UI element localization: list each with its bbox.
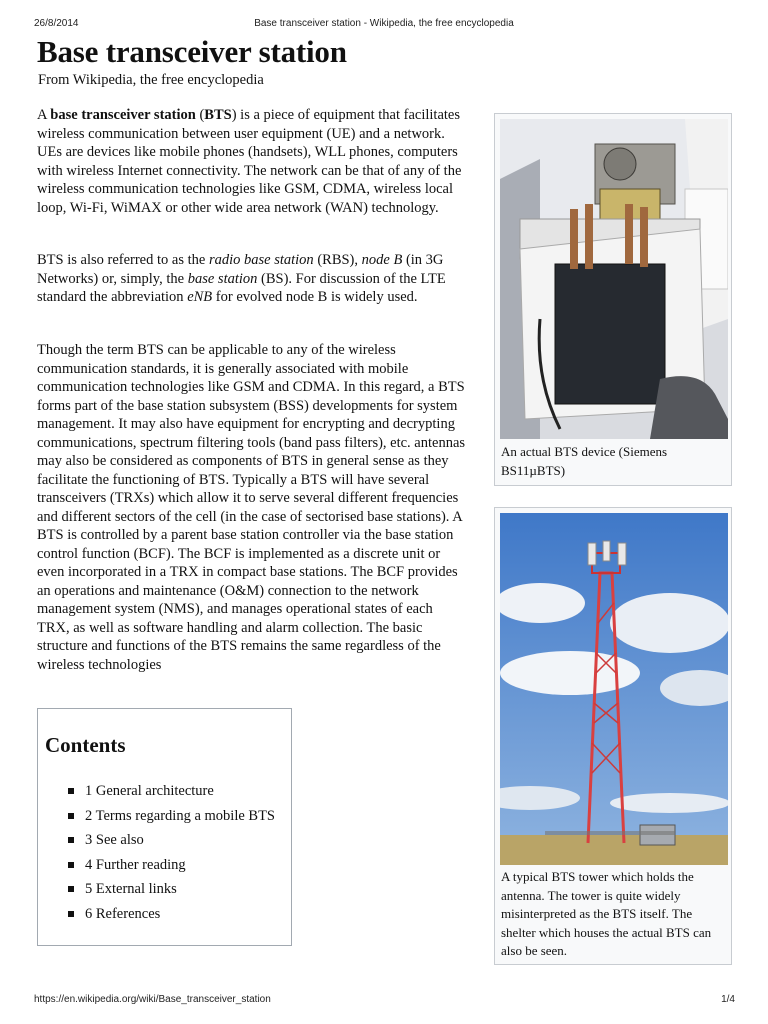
text: (BS). For discussion of the LTE standard the abbreviation [37, 270, 446, 305]
bullet-icon [68, 837, 74, 843]
alias-paragraph [37, 251, 467, 307]
toc-item[interactable] [38, 807, 293, 832]
toc-link[interactable]: 3 See also [85, 832, 144, 848]
bullet-icon [68, 813, 74, 819]
toc-item[interactable] [38, 856, 293, 881]
toc-link[interactable]: 2 Terms regarding a mobile BTS [85, 807, 276, 824]
toc-item[interactable] [38, 831, 293, 856]
description-paragraph [37, 341, 467, 674]
text: ) is a piece of equipment that facilitates wireless communication between user equipment (UE) and a network. UEs are devices like mobile phones (handsets), WLL phones, computers with wireless Internet connectivity. The network can be that of any of the wireless communication technologies like GSM, CDMA, wireless local loop, Wi-Fi, WiMAX or other wide area network (WAN) technology. [37, 107, 462, 216]
paragraph-text: Though the term BTS can be applicable to any of the wireless communication standards, it is generally associated with mobile communication technologies like GSM and CDMA. In this regard, a BTS forms part of the base station subsystem (BSS) developments for system management. It may also have equipment for encrypting and decrypting communications, spectrum filtering tools (band pass filters), etc. antennas may also be considered as components of BTS in general sense as they facilitate the functioning of BTS. Typically a BTS will have several transceivers (TRXs) which allow it to serve several different frequencies and different sectors of the cell (in the case of sectorised base stations). A BTS is controlled by a parent base station controller via the base station control function (BCF). The BCF is implemented as a discrete unit or even incorporated in a TRX in compact base stations. The BCF provides an operations and maintenance (O&M) connection to the network management system (NMS), and manages operational states of each TRX, as well as software handling and alarm collection. The basic structure and functions of the BTS remains the same regardless of the wireless technologies [37, 342, 466, 673]
bullet-icon [68, 862, 74, 868]
bts-tower-photo[interactable] [500, 513, 728, 865]
text: ( [195, 107, 205, 123]
figure-bts-tower [494, 507, 732, 965]
print-page-number: 1/4 [721, 994, 735, 1005]
figure-bts-device [494, 113, 732, 486]
text: (in 3G Networks) or, simply, the [37, 252, 444, 287]
figure-caption: A typical BTS tower which holds the antenna. The tower is quite widely misinterpreted as the BTS itself. The shelter which houses the actual BTS can also be seen. [501, 869, 712, 958]
toc-item[interactable] [38, 880, 293, 905]
toc-heading: Contents [45, 733, 126, 757]
print-header-title: Base transceiver station - Wikipedia, the free encyclopedia [254, 18, 514, 29]
toc-link[interactable]: 6 References [85, 905, 161, 922]
toc-link[interactable]: 4 Further reading [85, 856, 186, 873]
toc-item[interactable] [38, 905, 293, 930]
italic-term: radio base station [208, 252, 314, 268]
text: BTS is also referred to as the [37, 252, 209, 268]
text: (RBS), [313, 252, 362, 268]
italic-term: node B [361, 252, 403, 268]
bold-abbr: BTS [204, 107, 232, 123]
page-subtitle: From Wikipedia, the free encyclopedia [38, 72, 264, 88]
page-title: Base transceiver station [37, 34, 347, 69]
bullet-icon [68, 788, 74, 794]
italic-term: eNB [187, 289, 213, 305]
toc-link[interactable]: 5 External links [85, 881, 177, 897]
print-url: https://en.wikipedia.org/wiki/Base_transceiver_station [34, 994, 271, 1005]
bts-device-photo[interactable] [500, 119, 728, 439]
print-date: 26/8/2014 [34, 18, 79, 29]
bullet-icon [68, 911, 74, 917]
toc-item[interactable] [38, 782, 293, 807]
toc-link[interactable]: 1 General architecture [85, 783, 214, 799]
bullet-icon [68, 886, 74, 892]
italic-term: base station [187, 270, 258, 287]
text: for evolved node B is widely used. [212, 289, 418, 305]
table-of-contents [37, 708, 292, 946]
text: A [37, 107, 51, 123]
bold-term: base transceiver station [50, 107, 196, 123]
figure-caption: An actual BTS device (Siemens BS11µBTS) [501, 444, 668, 478]
intro-paragraph [37, 106, 467, 217]
toc-list [38, 782, 293, 929]
